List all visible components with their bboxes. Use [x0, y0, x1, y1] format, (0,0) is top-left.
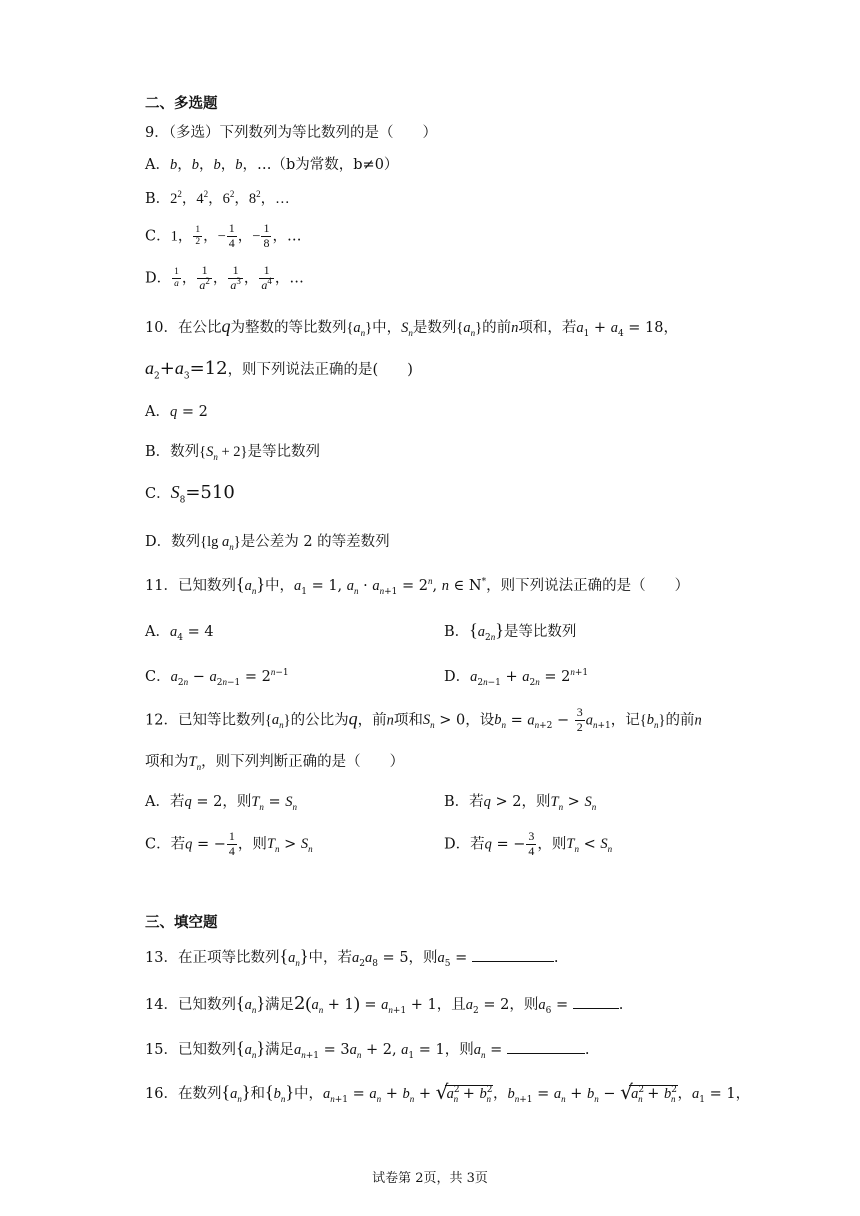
question-number: 16． [145, 1086, 178, 1102]
option-text: 是公差为 2 的等差数列 [240, 534, 390, 550]
question-number: 14． [145, 997, 178, 1013]
question-text: 中， [294, 1086, 324, 1102]
option-label: D． [444, 669, 471, 685]
question-text: 已知数列 [177, 578, 236, 594]
question-text: 在正项等比数列 [177, 950, 280, 966]
option-label: A． [145, 404, 170, 420]
option-text: 若 [170, 836, 186, 853]
question-11-option-a: A．$a_4 = 4$ [145, 624, 214, 643]
option-label: B． [145, 191, 171, 207]
question-text: ，则下列说法正确的是（ ） [486, 578, 690, 594]
question-text: ，设 [465, 712, 495, 729]
question-number: 11． [145, 578, 178, 594]
question-text: 在公比 [177, 320, 222, 336]
option-text: ，则 [222, 794, 252, 810]
punctuation: ， [493, 1086, 508, 1102]
question-12-stem: 12．已知等比数列$\{a_n\}$的公比为q，前n项和$S_n > 0$，设$b_n = a_{n+2}$ − $\frac{3}{2}$ $a_{n+1}$，记$\{b_n\}$的前n [145, 705, 702, 734]
option-label: B． [444, 794, 470, 810]
question-text: 中， [264, 578, 294, 594]
question-number: 15． [145, 1042, 178, 1058]
question-11-option-c: C．$a_{2n} - a_{2n-1} = 2^{n-1}$ [145, 667, 289, 688]
question-text: 的公比为 [290, 712, 349, 729]
punctuation: ， [677, 1086, 693, 1102]
question-10-option-d: D．数列{lg $a_n$}是公差为 2 的等差数列 [145, 534, 390, 552]
option-text: 是等比数列 [503, 624, 577, 640]
question-10-stem-line-2: $a_2+a_3=12$，则下列说法正确的是( ) [145, 358, 413, 382]
question-12-option-a: A．若q = 2，则$T_n = S_n$ [145, 794, 298, 812]
option-text: ，则 [537, 836, 567, 853]
option-label: A． [145, 624, 170, 640]
question-text: 和 [250, 1086, 265, 1102]
option-label: C． [145, 836, 171, 853]
question-text: 是数列 [412, 320, 457, 336]
question-text: ，前 [357, 712, 387, 729]
question-12-stem-line-2: 项和为$T_n$，则下列判断正确的是（ ） [145, 754, 405, 772]
question-number: 10． [145, 320, 178, 336]
question-text: 已知等比数列 [177, 712, 265, 729]
question-text: 已知数列 [177, 997, 236, 1013]
question-10-option-c: C．$S_8=510$ [145, 482, 235, 506]
option-label: A． [145, 794, 170, 810]
question-text: 中，若 [308, 950, 352, 966]
answer-blank[interactable] [472, 947, 554, 962]
question-number: 9． [145, 125, 169, 141]
question-text: 中， [372, 320, 402, 336]
question-number: 13． [145, 950, 178, 966]
question-text: 满足 [264, 997, 294, 1013]
question-text: ，则 [509, 997, 539, 1013]
option-label: C． [145, 486, 171, 502]
option-label: C． [145, 228, 171, 245]
question-16: 16．在数列$\{a_n\}$和$\{b_n\}$中，$a_{n+1} = a_n + b_n$ + √ $a^2_n + b^2_n$ ，$b_{n+1} = a_n + b_n$ − √ $a^2_n + b^2_n$ ，$a_1 = 1$， [145, 1080, 751, 1105]
punctuation: . [584, 1042, 590, 1058]
section-heading-multi-choice: 二、多选题 [145, 96, 218, 112]
question-text: ，则 [408, 950, 438, 966]
question-text: （多选）下列数列为等比数列的是（ ） [168, 125, 437, 141]
option-label: D． [145, 534, 172, 550]
question-10-option-b: B．数列$\{S_n + 2\}$是等比数列 [145, 444, 321, 462]
question-text: ，则 [444, 1042, 474, 1058]
option-text: 是等比数列 [247, 444, 321, 460]
question-10-stem: 10．在公比q为整数的等比数列$\{a_n\}$中，$S_n$是数列$\{a_n\}$的前n项和，若$a_1 + a_4 = 18$， [145, 316, 678, 339]
question-text: 项和，若 [518, 320, 577, 336]
option-label: C． [145, 669, 171, 685]
question-11-option-d: D．$a_{2n-1} + a_{2n} = 2^{n+1}$ [444, 667, 589, 688]
question-text: ，则下列判断正确的是（ ） [201, 754, 405, 770]
option-text: 若 [470, 836, 485, 853]
question-text: 项和为 [145, 754, 189, 770]
answer-blank[interactable] [507, 1039, 585, 1054]
question-14: 14．已知数列$\{a_n\}$满足$2(a_n + 1) = a_{n+1} + 1$，且$a_2 = 2$，则$a_6$ = . [145, 993, 624, 1016]
question-text: 为整数的等比数列 [230, 320, 347, 336]
question-13: 13．在正项等比数列$\{a_n\}$中，若$a_2a_8 = 5$，则$a_5$ = . [145, 946, 559, 969]
option-label: D． [145, 270, 172, 287]
section-heading-fill-blank: 三、填空题 [145, 915, 218, 931]
punctuation: . [553, 950, 559, 966]
question-9-stem [145, 121, 437, 142]
question-number: 12． [145, 712, 178, 729]
question-9-option-a: A．b，b，b，b，…（b为常数，b≠0） [145, 157, 399, 173]
question-10-option-a: A．q = 2 [145, 404, 208, 420]
question-9-option-c: C．1， $\frac{1}{2}$ ，− $\frac{1}{4}$ ，− $\frac{1}{8}$ ，… [145, 221, 302, 250]
question-text: 项和 [393, 712, 423, 729]
question-11-stem: 11．已知数列$\{a_n\}$中，$a_1 = 1$, $a_n \cdot a_{n+1} = 2^n$, n ∈ N*，则下列说法正确的是（ ） [145, 574, 690, 597]
option-label: B． [145, 444, 171, 460]
punctuation: . [618, 997, 624, 1013]
page-footer: 试卷第 2页，共 3页 [372, 1171, 488, 1186]
question-text: 在数列 [177, 1086, 222, 1102]
question-text: 的前 [665, 712, 695, 729]
option-text: ，则 [521, 794, 551, 810]
question-11-option-b: B．$\{a_{2n}\}$是等比数列 [444, 620, 577, 643]
question-12-option-b: B．若q > 2，则$T_n > S_n$ [444, 794, 597, 812]
question-12-option-d: D．若q = − $\frac{3}{4}$ ，则$T_n < S_n$ [444, 829, 613, 858]
question-text: 的前 [482, 320, 512, 336]
option-label: A． [145, 157, 170, 173]
question-text: 已知数列 [177, 1042, 236, 1058]
option-text: 若 [169, 794, 185, 810]
option-text: 若 [469, 794, 484, 810]
option-text: 数列 [170, 444, 200, 460]
question-15: 15．已知数列$\{a_n\}$满足$a_{n+1} = 3a_n + 2$, $a_1 = 1$，则$a_n$ = . [145, 1038, 590, 1061]
question-text: ，记 [610, 712, 640, 729]
answer-blank[interactable] [573, 994, 619, 1009]
question-text: 满足 [264, 1042, 294, 1058]
question-text: ，则下列说法正确的是( ) [227, 362, 413, 378]
option-label: D． [444, 836, 471, 853]
option-text: （b为常数，b≠0） [271, 157, 399, 173]
option-label: B． [444, 624, 470, 640]
option-text: ，则 [237, 836, 267, 853]
question-12-option-c: C．若q = − $\frac{1}{4}$ ，则$T_n > S_n$ [145, 829, 313, 858]
question-9-option-b: B．$2^2$，$4^2$，$6^2$，$8^2$，… [145, 189, 290, 207]
question-text: ，且 [436, 997, 466, 1013]
question-9-option-d: D． $\frac{1}{a}$ ， $\frac{1}{a^2}$ ， $\frac{1}{a^3}$ ， $\frac{1}{a^4}$ ，… [145, 263, 304, 292]
option-text: 数列 [171, 534, 201, 550]
